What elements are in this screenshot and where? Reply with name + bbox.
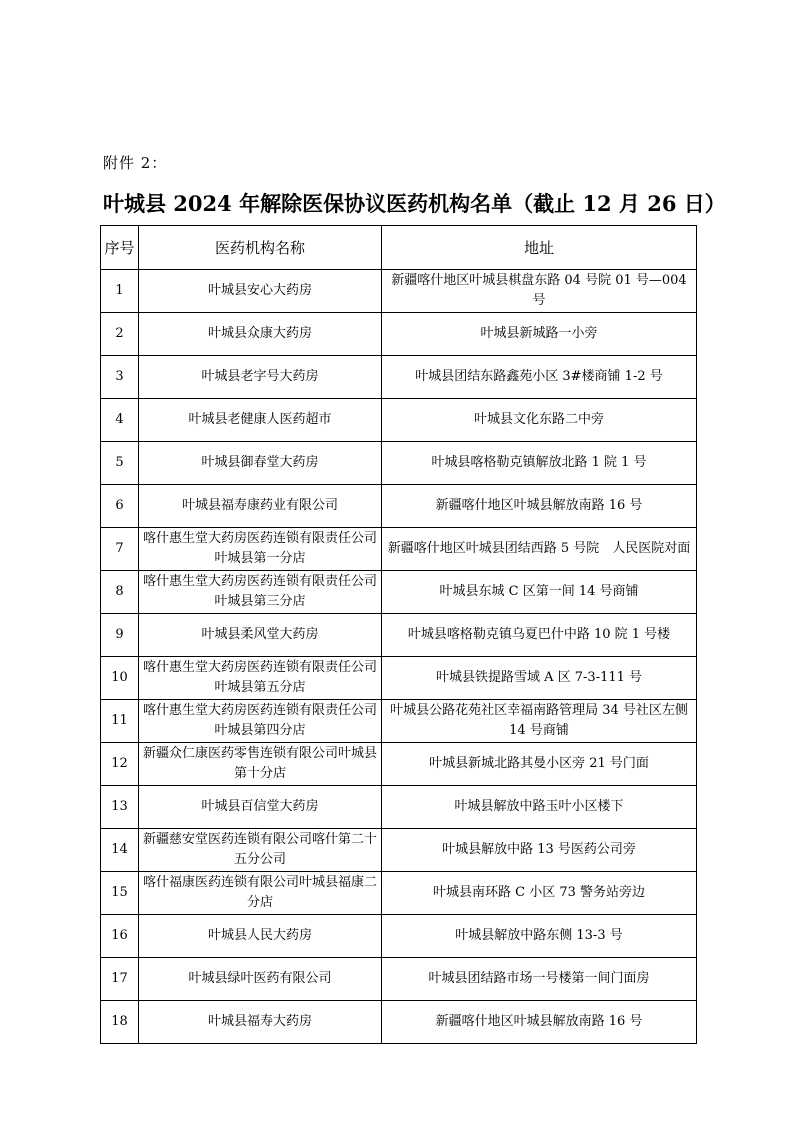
row-serial-cell: 13 [101,786,139,829]
row-institution-name-cell: 叶城县老健康人医药超市 [139,399,382,442]
table-row [101,743,697,786]
row-institution-name-cell: 叶城县御春堂大药房 [139,442,382,485]
row-institution-name-cell: 新疆慈安堂医药连锁有限公司喀什第二十五分公司 [139,829,382,872]
row-serial-cell: 5 [101,442,139,485]
table-row [101,571,697,614]
row-institution-name-cell: 叶城县柔风堂大药房 [139,614,382,657]
table-row [101,1001,697,1044]
row-institution-name-cell: 喀什福康医药连锁有限公司叶城县福康二分店 [139,872,382,915]
row-serial-cell: 18 [101,1001,139,1044]
page-title: 叶城县 2024 年解除医保协议医药机构名单（截止 12 月 26 日） [103,191,726,216]
row-serial-cell: 17 [101,958,139,1001]
row-institution-name-cell: 叶城县老字号大药房 [139,356,382,399]
row-address-cell: 叶城县解放中路玉叶小区楼下 [382,786,697,829]
row-institution-name-cell: 喀什惠生堂大药房医药连锁有限责任公司叶城县第五分店 [139,657,382,700]
row-address-cell: 叶城县南环路 C 小区 73 警务站旁边 [382,872,697,915]
row-address-cell: 新疆喀什地区叶城县解放南路 16 号 [382,1001,697,1044]
table-row [101,485,697,528]
row-address-cell: 叶城县喀格勒克镇解放北路 1 院 1 号 [382,442,697,485]
row-serial-cell: 8 [101,571,139,614]
row-address-cell: 新疆喀什地区叶城县棋盘东路 04 号院 01 号—004 号 [382,270,697,313]
table-row [101,614,697,657]
row-institution-name-cell: 新疆众仁康医药零售连锁有限公司叶城县第十分店 [139,743,382,786]
table-row [101,958,697,1001]
row-serial-cell: 9 [101,614,139,657]
table-row [101,657,697,700]
row-address-cell: 新疆喀什地区叶城县团结西路 5 号院 人民医院对面 [382,528,697,571]
row-serial-cell: 6 [101,485,139,528]
row-address-cell: 叶城县解放中路东侧 13-3 号 [382,915,697,958]
row-address-cell: 叶城县新城路一小旁 [382,313,697,356]
row-institution-name-cell: 叶城县安心大药房 [139,270,382,313]
table-body [101,270,697,1044]
row-serial-cell: 7 [101,528,139,571]
row-address-cell: 新疆喀什地区叶城县解放南路 16 号 [382,485,697,528]
institution-table [100,225,697,1044]
header-institution-name: 医药机构名称 [139,226,382,270]
row-address-cell: 叶城县解放中路 13 号医药公司旁 [382,829,697,872]
table-row [101,786,697,829]
row-institution-name-cell: 叶城县绿叶医药有限公司 [139,958,382,1001]
row-address-cell: 叶城县东城 C 区第一间 14 号商铺 [382,571,697,614]
row-institution-name-cell: 叶城县众康大药房 [139,313,382,356]
row-serial-cell: 10 [101,657,139,700]
row-address-cell: 叶城县铁提路雪域 A 区 7-3-111 号 [382,657,697,700]
header-address: 地址 [382,226,697,270]
table-row [101,442,697,485]
row-serial-cell: 16 [101,915,139,958]
row-serial-cell: 1 [101,270,139,313]
table-row [101,270,697,313]
table-row [101,872,697,915]
row-institution-name-cell: 喀什惠生堂大药房医药连锁有限责任公司叶城县第三分店 [139,571,382,614]
row-serial-cell: 15 [101,872,139,915]
row-serial-cell: 2 [101,313,139,356]
table-row [101,313,697,356]
attachment-label: 附件 2： [103,154,168,172]
row-institution-name-cell: 叶城县人民大药房 [139,915,382,958]
row-institution-name-cell: 叶城县福寿康药业有限公司 [139,485,382,528]
row-institution-name-cell: 喀什惠生堂大药房医药连锁有限责任公司叶城县第一分店 [139,528,382,571]
row-institution-name-cell: 喀什惠生堂大药房医药连锁有限责任公司叶城县第四分店 [139,700,382,743]
row-serial-cell: 4 [101,399,139,442]
row-address-cell: 叶城县文化东路二中旁 [382,399,697,442]
row-institution-name-cell: 叶城县福寿大药房 [139,1001,382,1044]
row-address-cell: 叶城县团结东路鑫苑小区 3#楼商铺 1-2 号 [382,356,697,399]
table-row [101,829,697,872]
table-row [101,528,697,571]
table-row [101,915,697,958]
row-serial-cell: 14 [101,829,139,872]
row-serial-cell: 11 [101,700,139,743]
header-serial: 序号 [101,226,139,270]
row-address-cell: 叶城县团结路市场一号楼第一间门面房 [382,958,697,1001]
table-row [101,399,697,442]
row-serial-cell: 3 [101,356,139,399]
table-header-row [101,226,697,270]
row-institution-name-cell: 叶城县百信堂大药房 [139,786,382,829]
row-serial-cell: 12 [101,743,139,786]
table-row [101,356,697,399]
row-address-cell: 叶城县喀格勒克镇乌夏巴什中路 10 院 1 号楼 [382,614,697,657]
row-address-cell: 叶城县新城北路其曼小区旁 21 号门面 [382,743,697,786]
table-row [101,700,697,743]
row-address-cell: 叶城县公路花苑社区幸福南路管理局 34 号社区左侧 14 号商铺 [382,700,697,743]
